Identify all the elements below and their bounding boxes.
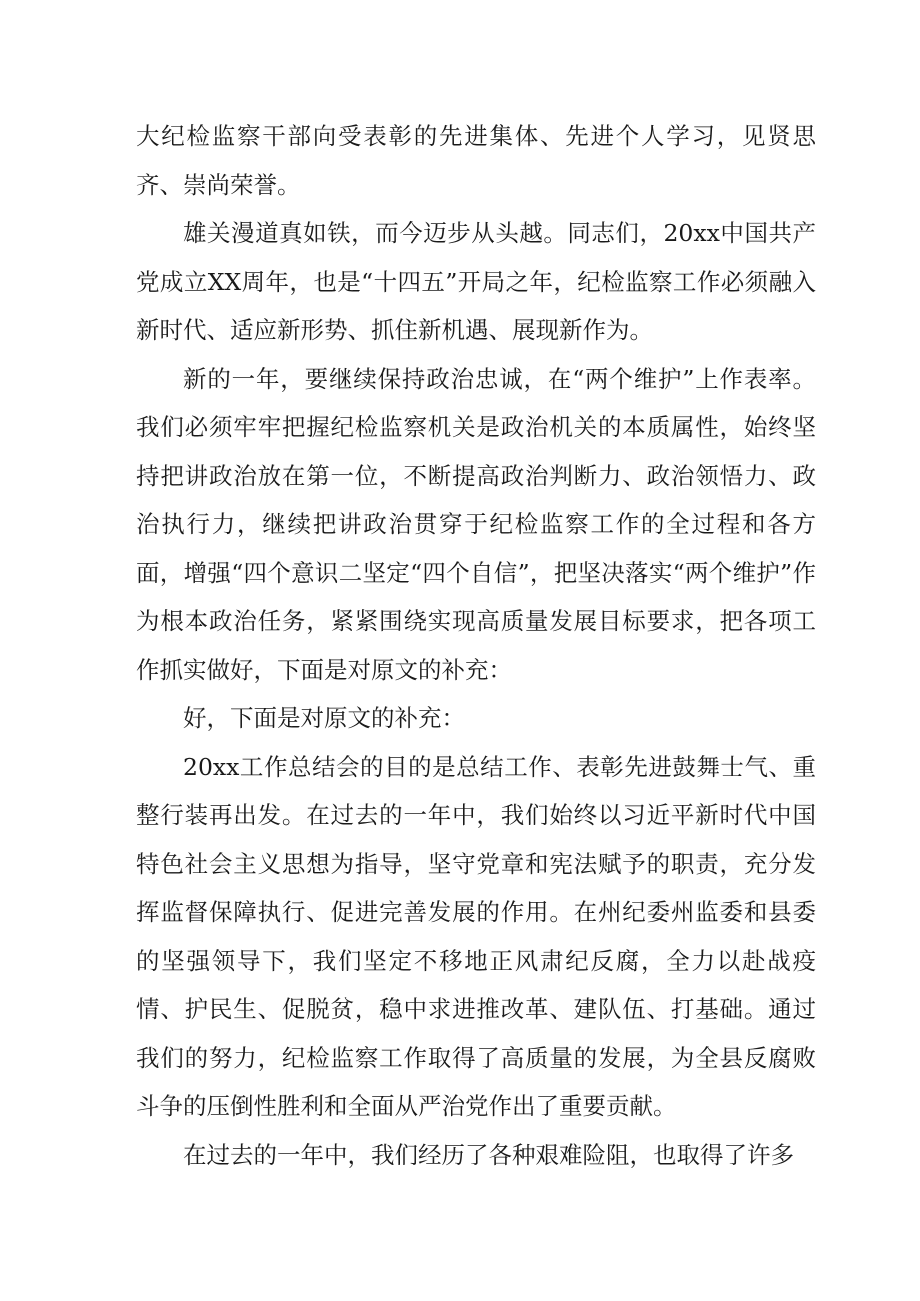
paragraph-3: 新的一年，要继续保持政治忠诚，在“两个维护”上作表率。我们必须牢牢把握纪检监察机关是政治机关的本质属性，始终坚持把讲政治放在第一位，不断提高政治判断力、政治领悟力、政治执行力，继续把讲政治贯穿于纪检监察工作的全过程和各方面，增强“四个意识二坚定“四个自信”，把坚决落实“两个维护”作为根本政治任务，紧紧围绕实现高质量发展目标要求，把各项工作抓实做好，下面是对原文的补充： bbox=[136, 364, 816, 684]
paragraph-4: 好，下面是对原文的补充： bbox=[183, 704, 465, 732]
paragraph-6: 在过去的一年中，我们经历了各种艰难险阻，也取得了许多 bbox=[183, 1140, 794, 1169]
document-body bbox=[136, 112, 816, 1179]
paragraph-1: 大纪检监察干部向受表彰的先进集体、先进个人学习，见贤思齐、崇尚荣誉。 bbox=[136, 122, 816, 199]
paragraph-2: 雄关漫道真如铁，而今迈步从头越。同志们，20xx中国共产党成立XX周年，也是“十四五”开局之年，纪检监察工作必须融入新时代、适应新形势、抓住新机遇、展现新作为。 bbox=[136, 219, 816, 344]
paragraph-5: 20xx工作总结会的目的是总结工作、表彰先进鼓舞士气、重整行装再出发。在过去的一年中，我们始终以习近平新时代中国特色社会主义思想为指导，坚守党章和宪法赋予的职责，充分发挥监督保障执行、促进完善发展的作用。在州纪委州监委和县委的坚强领导下，我们坚定不移地正风肃纪反腐，全力以赴战疫情、护民生、促脱贫，稳中求进推改革、建队伍、打基础。通过我们的努力，纪检监察工作取得了高质量的发展，为全县反腐败斗争的压倒性胜利和全面从严治党作出了重要贡献。 bbox=[136, 752, 816, 1120]
